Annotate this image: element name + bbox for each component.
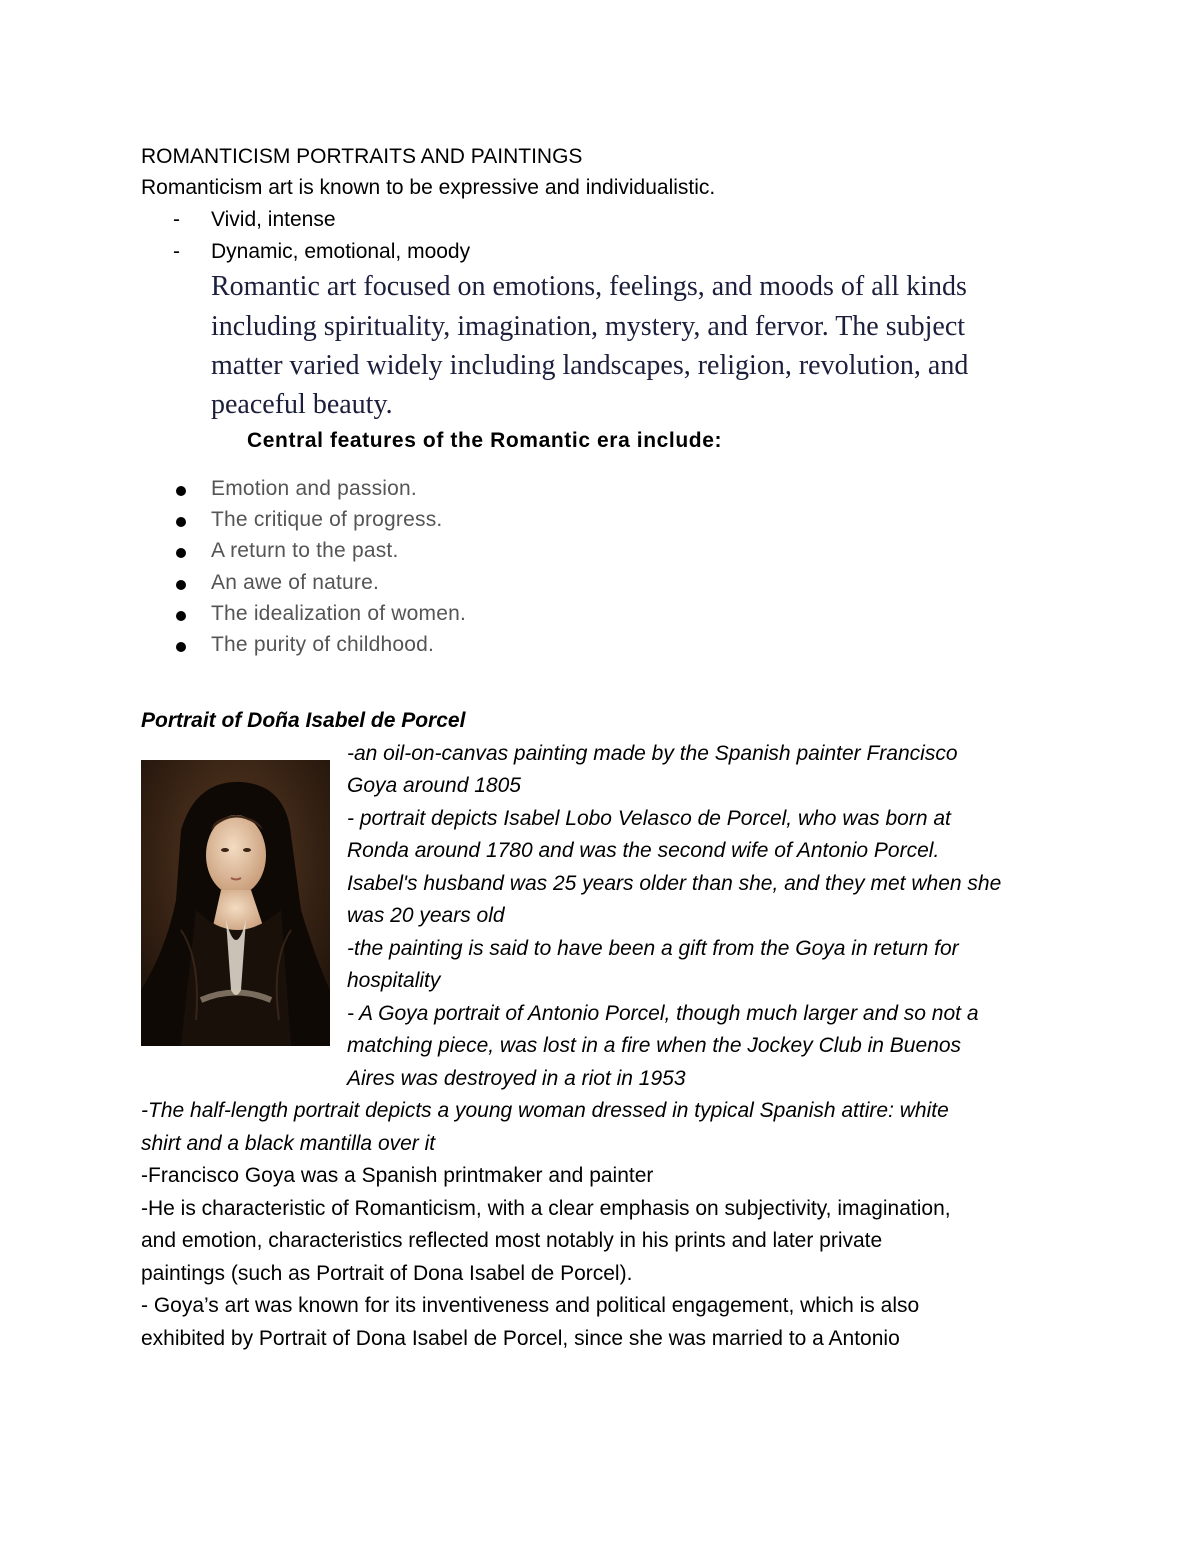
dash-item: Vivid, intense	[211, 208, 336, 231]
portrait-image	[141, 760, 330, 1046]
serif-paragraph-line: matter varied widely including landscapes, religion, revolution, and	[211, 350, 969, 381]
italic-full-line: shirt and a black mantilla over it	[141, 1132, 436, 1155]
italic-line: Aires was destroyed in a riot in 1953	[347, 1067, 686, 1090]
italic-full-line: -The half-length portrait depicts a young woman dressed in typical Spanish attire: white	[141, 1099, 949, 1122]
italic-line: hospitality	[347, 969, 441, 992]
body-line: paintings (such as Portrait of Dona Isabel de Porcel).	[141, 1262, 633, 1285]
body-line: -He is characteristic of Romanticism, with a clear emphasis on subjectivity, imagination,	[141, 1197, 951, 1220]
italic-line: was 20 years old	[347, 904, 505, 927]
italic-line: - portrait depicts Isabel Lobo Velasco de Porcel, who was born at	[347, 807, 951, 830]
bullet-icon	[176, 517, 186, 527]
body-line: -Francisco Goya was a Spanish printmaker and painter	[141, 1164, 654, 1187]
serif-paragraph-line: peaceful beauty.	[211, 389, 393, 420]
dash-marker: -	[173, 240, 180, 263]
italic-line: Goya around 1805	[347, 774, 521, 797]
bullet-icon	[176, 580, 186, 590]
serif-paragraph-line: including spirituality, imagination, mystery, and fervor. The subject	[211, 311, 966, 342]
feature-item: An awe of nature.	[211, 571, 380, 594]
body-line: and emotion, characteristics reflected most notably in his prints and later private	[141, 1229, 883, 1252]
bullet-icon	[176, 548, 186, 558]
bullet-icon	[176, 642, 186, 652]
bullet-icon	[176, 611, 186, 621]
italic-line: Ronda around 1780 and was the second wife of Antonio Porcel.	[347, 839, 940, 862]
bullet-icon	[176, 486, 186, 496]
features-heading: Central features of the Romantic era include:	[247, 429, 723, 452]
body-line: exhibited by Portrait of Dona Isabel de Porcel, since she was married to a Antonio	[141, 1327, 900, 1350]
dash-item: Dynamic, emotional, moody	[211, 240, 471, 263]
dash-marker: -	[173, 208, 180, 231]
italic-line: -the painting is said to have been a gift from the Goya in return for	[347, 937, 959, 960]
body-line: - Goya’s art was known for its inventiveness and political engagement, which is also	[141, 1294, 920, 1317]
intro-text: Romanticism art is known to be expressive and individualistic.	[141, 176, 716, 199]
italic-line: matching piece, was lost in a fire when the Jockey Club in Buenos	[347, 1034, 961, 1057]
section-title: Portrait of Doña Isabel de Porcel	[141, 709, 466, 732]
feature-item: The critique of progress.	[211, 508, 443, 531]
feature-item: A return to the past.	[211, 539, 399, 562]
italic-line: -an oil-on-canvas painting made by the Spanish painter Francisco	[347, 742, 958, 765]
italic-line: Isabel's husband was 25 years older than she, and they met when she	[347, 872, 1002, 895]
italic-line: - A Goya portrait of Antonio Porcel, though much larger and so not a	[347, 1002, 979, 1025]
document-title: ROMANTICISM PORTRAITS AND PAINTINGS	[141, 145, 583, 168]
feature-item: Emotion and passion.	[211, 477, 417, 500]
feature-item: The purity of childhood.	[211, 633, 435, 656]
serif-paragraph-line: Romantic art focused on emotions, feelings, and moods of all kinds	[211, 271, 967, 302]
feature-item: The idealization of women.	[211, 602, 467, 625]
